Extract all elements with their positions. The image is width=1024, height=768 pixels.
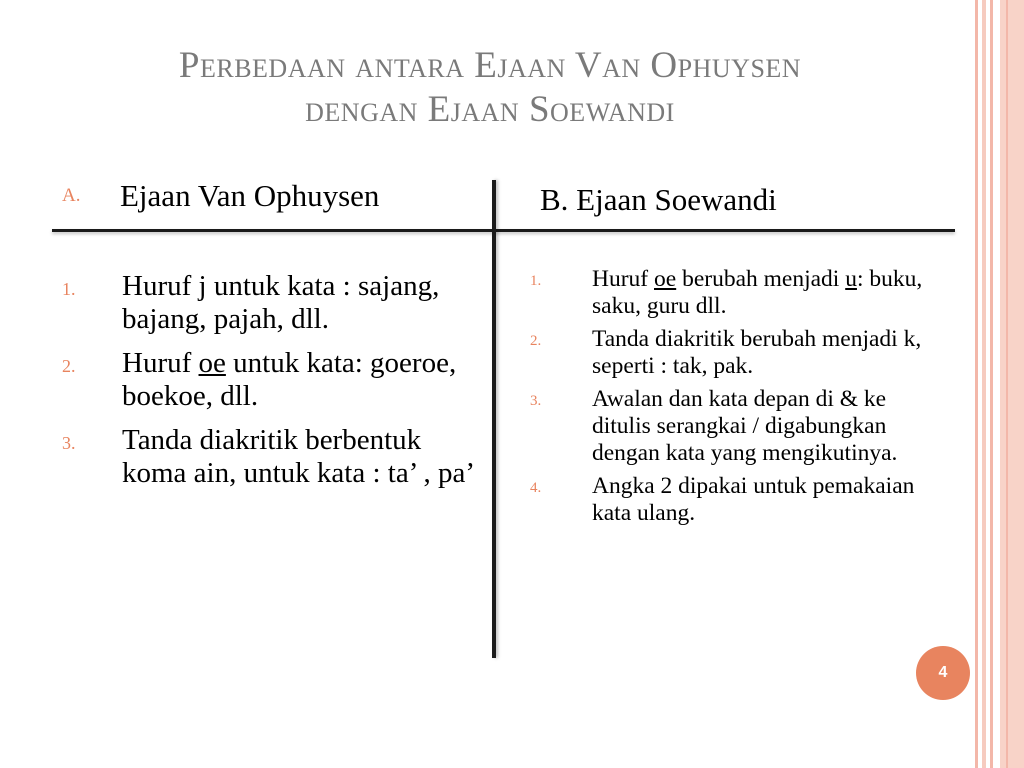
list-item-text: Huruf j untuk kata : sajang, bajang, pajah, dll. — [122, 270, 440, 335]
slide-title — [90, 44, 890, 132]
list-item — [530, 326, 930, 380]
list-item-number: 4. — [530, 480, 542, 496]
column-a-marker: A. — [62, 185, 81, 206]
list-item-text: Huruf — [122, 347, 199, 379]
list-item-number: 1. — [62, 279, 76, 299]
underlined-text: oe — [198, 347, 226, 379]
list-item — [530, 473, 930, 527]
decor-stripe — [990, 0, 993, 768]
list-item-number: 3. — [530, 393, 542, 409]
page-number-badge: 4 — [916, 646, 970, 700]
list-item-text: berubah menjadi — [676, 266, 846, 292]
table-horizontal-divider — [52, 229, 955, 232]
column-b-list — [530, 266, 930, 533]
list-item-text: Tanda diakritik berubah menjadi k, seperti : tak, pak. — [592, 326, 922, 379]
list-item-text: Tanda diakritik berbentuk koma ain, untuk kata : ta’ , pa’ — [122, 424, 475, 489]
column-b-heading: B. Ejaan Soewandi — [540, 182, 777, 217]
list-item — [62, 270, 482, 336]
list-item-number: 2. — [530, 333, 542, 349]
column-a-heading-text: Ejaan Van Ophuysen — [120, 178, 380, 213]
list-item — [62, 424, 482, 490]
list-item — [530, 266, 930, 320]
list-item — [530, 386, 930, 467]
list-item-text: untuk kata: goeroe, boekoe, dll. — [122, 347, 457, 412]
table-vertical-divider — [492, 180, 496, 658]
decor-stripe — [1000, 0, 1024, 768]
slide-title-line-2: dengan Ejaan Soewandi — [305, 89, 675, 130]
column-a-list — [62, 270, 482, 501]
list-item-number: 2. — [62, 356, 76, 376]
slide-title-line-1: Perbedaan antara Ejaan Van Ophuysen — [178, 45, 802, 86]
list-item-text: Huruf — [592, 266, 654, 292]
list-item-number: 1. — [530, 273, 542, 289]
list-item-text: Awalan dan kata depan di & ke ditulis serangkai / digabungkan dengan kata yang mengikutinya. — [592, 386, 898, 466]
column-a-heading — [62, 178, 379, 214]
list-item — [62, 347, 482, 413]
decor-stripe — [1006, 0, 1008, 768]
decor-stripe — [975, 0, 978, 768]
underlined-text: oe — [654, 266, 677, 292]
list-item-text: : buku, saku, guru dll. — [592, 266, 923, 319]
list-item-text: Angka 2 dipakai untuk pemakaian kata ulang. — [592, 473, 915, 526]
list-item-number: 3. — [62, 433, 76, 453]
underlined-text: u — [845, 266, 857, 292]
decor-stripe — [982, 0, 986, 768]
